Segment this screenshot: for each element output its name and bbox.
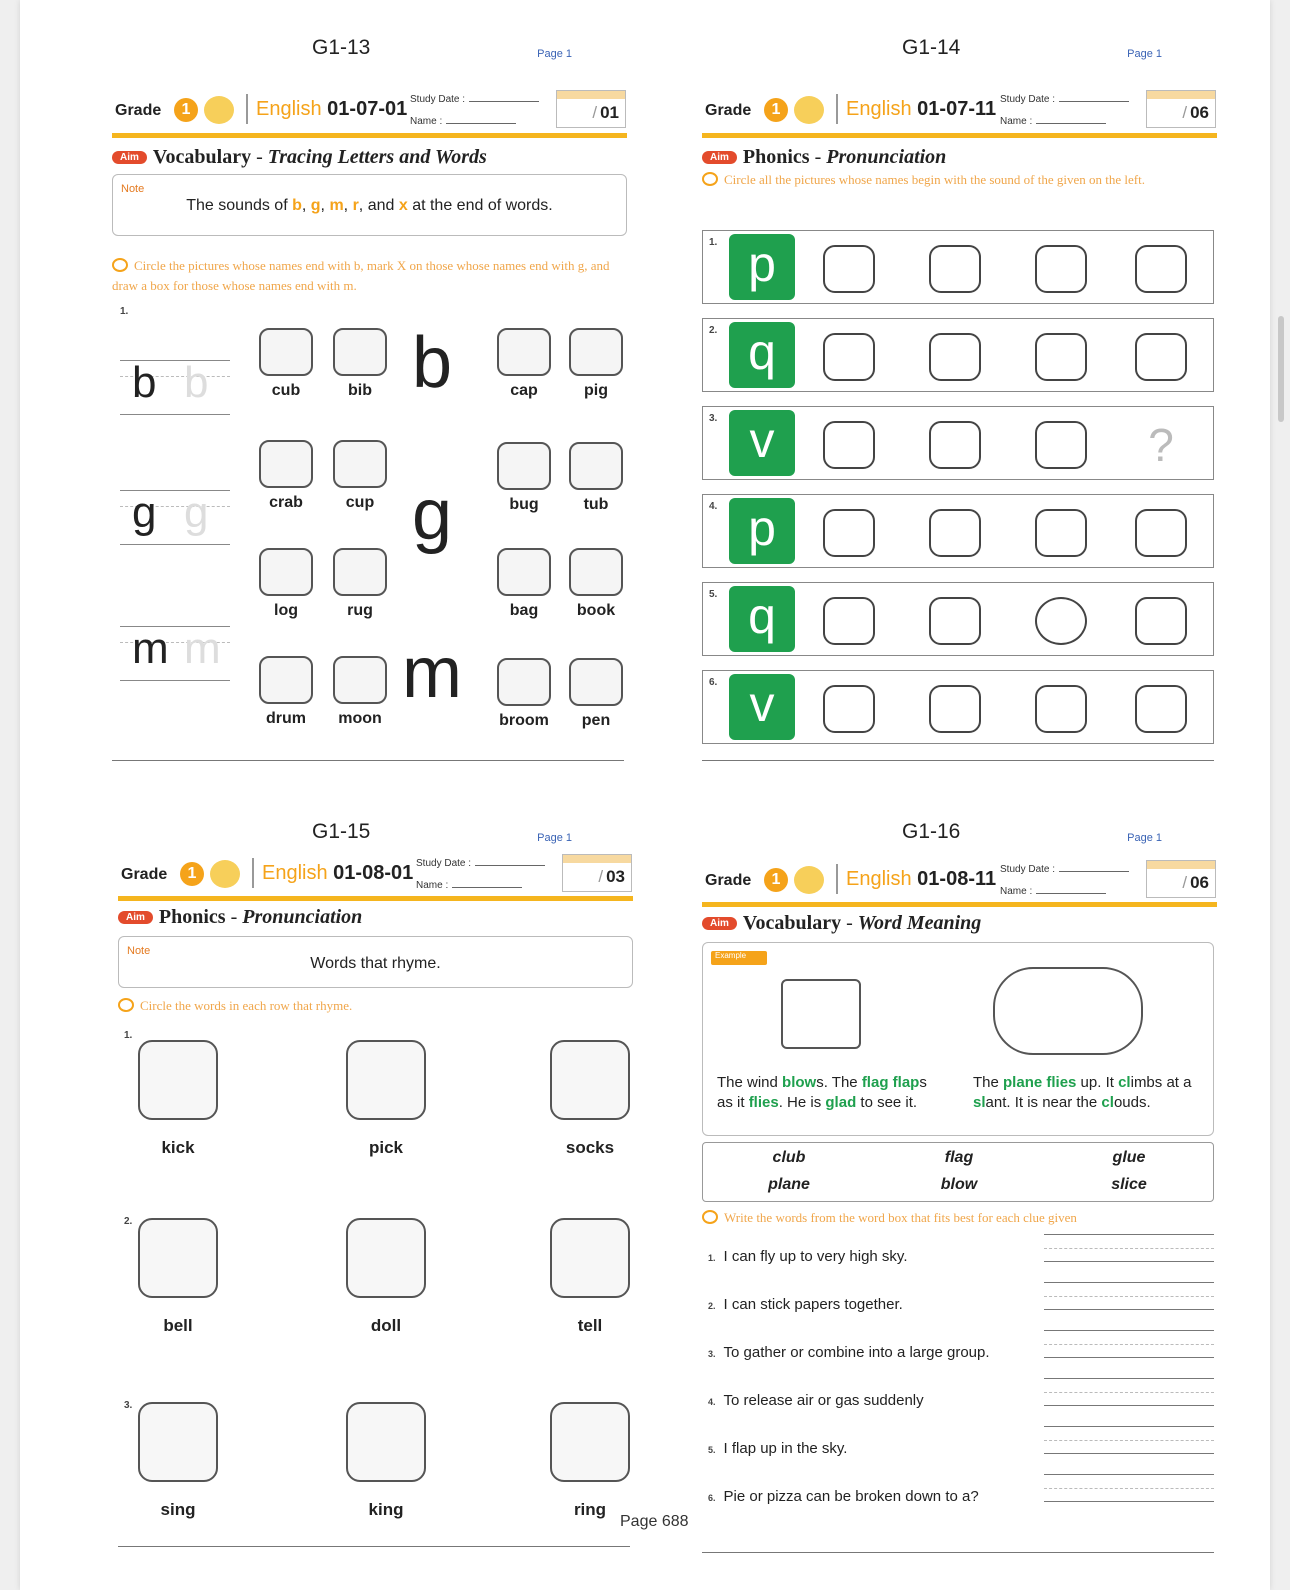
worksheet-g1-16 [702, 820, 1222, 1550]
picture-rug[interactable]: rug [318, 548, 402, 620]
grade-label: Grade [705, 102, 752, 119]
pillow-icon[interactable] [823, 509, 875, 557]
bouquet-icon[interactable] [1035, 685, 1087, 733]
instruction: Write the words from the word box that fits best for each clue given [702, 1208, 1214, 1228]
vest-icon[interactable] [929, 509, 981, 557]
pick-icon [346, 1040, 426, 1120]
letter-tile: p [729, 234, 795, 300]
picture-kick[interactable]: kick [108, 1040, 248, 1158]
broom-icon [497, 658, 551, 706]
picture-log[interactable]: log [244, 548, 328, 620]
picture-bib[interactable]: bib [318, 328, 402, 400]
name-field[interactable]: Name : [1000, 116, 1106, 127]
phonics-row-6: 6. v [702, 670, 1214, 744]
sing-icon [138, 1402, 218, 1482]
picture-drum[interactable]: drum [244, 656, 328, 728]
section-title: Aim Phonics - Pronunciation [702, 146, 946, 169]
kick-icon [138, 1040, 218, 1120]
picture-tub[interactable]: tub [554, 442, 638, 514]
word-plane: plane [768, 1176, 810, 1193]
answer-line[interactable] [1044, 1330, 1214, 1358]
question-mark-icon[interactable]: ? [1148, 419, 1174, 471]
picture-cup[interactable]: cup [318, 440, 402, 512]
picture-book[interactable]: book [554, 548, 638, 620]
clue-5: 5. I flap up in the sky. [708, 1440, 1220, 1457]
page-label: Page 1 [1127, 832, 1162, 844]
large-letter-b: b [412, 323, 453, 403]
example-text-plane: The plane flies up. It climbs at a slant. It is near the clouds. [973, 1074, 1192, 1111]
divider [836, 94, 838, 124]
worksheet-header [702, 856, 1222, 902]
drum-icon [259, 656, 313, 704]
answer-line[interactable] [1044, 1474, 1214, 1502]
example-text-flag: The wind blows. The flag flaps as it flies. He is glad to see it. [717, 1074, 927, 1111]
answer-line[interactable] [1044, 1426, 1214, 1454]
rug-icon [333, 548, 387, 596]
picture-doll[interactable]: doll [316, 1218, 456, 1336]
ring-icon [550, 1402, 630, 1482]
item-number: 1. [124, 1030, 133, 1041]
tub-icon [569, 442, 623, 490]
socks-icon [550, 1040, 630, 1120]
grade-number-badge: 1 [764, 868, 788, 892]
milk-carton-icon[interactable] [1035, 333, 1087, 381]
page-label: Page 1 [1127, 48, 1162, 60]
page-label: Page 1 [537, 48, 572, 60]
section-title: Aim Vocabulary - Word Meaning [702, 912, 981, 935]
note-label: Note [121, 183, 145, 195]
note-box [118, 936, 633, 988]
item-number: 1. [120, 306, 129, 317]
flag-icon [781, 979, 861, 1049]
example-tag: Example [711, 951, 767, 965]
clue-2: 2. I can stick papers together. [708, 1296, 1220, 1313]
section-title: Aim Phonics - Pronunciation [118, 906, 362, 929]
picture-bug[interactable]: bug [482, 442, 566, 514]
word-club: club [772, 1149, 806, 1166]
cup-icon [333, 440, 387, 488]
picture-socks[interactable]: socks [520, 1040, 660, 1158]
clue-3: 3. To gather or combine into a large group. [708, 1344, 1220, 1361]
letter-tile: q [729, 586, 795, 652]
worksheet-g1-13 [112, 36, 632, 766]
large-letter-m: m [402, 633, 462, 713]
answer-line[interactable] [1044, 1378, 1214, 1406]
name-field[interactable]: Name : [410, 116, 516, 127]
name-field[interactable]: Name : [1000, 886, 1106, 897]
instruction: Circle the words in each row that rhyme. [118, 996, 633, 1016]
picture-cub[interactable]: cub [244, 328, 328, 400]
note-box [112, 174, 627, 236]
bottom-rule [112, 760, 624, 761]
worksheet-code: G1-15 [312, 820, 371, 843]
subject-title: English 01-08-11 [846, 868, 997, 890]
grade-number-badge: 1 [174, 98, 198, 122]
clue-1: 1. I can fly up to very high sky. [708, 1248, 1220, 1265]
bell-icon [138, 1218, 218, 1298]
book-icon [569, 548, 623, 596]
picture-pen[interactable]: pen [554, 658, 638, 730]
example-box [702, 942, 1214, 1136]
score-box: / 03 [562, 854, 632, 892]
pencil-icon[interactable] [1035, 245, 1087, 293]
jeep-icon[interactable] [1135, 333, 1187, 381]
letter-tile: v [729, 674, 795, 740]
header-rule [702, 133, 1217, 138]
bib-icon [333, 328, 387, 376]
word-box [702, 1142, 1214, 1202]
pig-icon[interactable] [1035, 421, 1087, 469]
worksheet-code: G1-14 [902, 36, 961, 59]
note-label: Note [127, 945, 151, 957]
worksheet-header [702, 86, 1222, 132]
pail-icon[interactable] [1035, 509, 1087, 557]
letter-tile: v [729, 410, 795, 476]
header-rule [118, 896, 633, 901]
item-number: 3. [124, 1400, 133, 1411]
note-text: Words that rhyme. [310, 955, 441, 972]
picture-bag[interactable]: bag [482, 548, 566, 620]
pot-icon[interactable] [1135, 509, 1187, 557]
divider [836, 864, 838, 894]
worksheet-g1-15 [118, 820, 638, 1550]
score-box: / 01 [556, 90, 626, 128]
pencil-icon [702, 1210, 718, 1224]
pencil-icon [702, 172, 718, 186]
large-letter-g: g [412, 475, 453, 555]
subject-title: English 01-07-11 [846, 98, 997, 120]
scrollbar-thumb[interactable] [1278, 316, 1284, 422]
grade-label: Grade [705, 872, 752, 889]
name-field[interactable]: Name : [416, 880, 522, 891]
crab-icon [259, 440, 313, 488]
worksheet-code: G1-13 [312, 36, 371, 59]
quilt-icon[interactable] [823, 333, 875, 381]
bottom-rule [702, 1552, 1214, 1553]
pie-icon[interactable] [929, 333, 981, 381]
item-number: 2. [124, 1216, 133, 1227]
cub-icon [259, 328, 313, 376]
bag-icon [497, 548, 551, 596]
page-label: Page 1 [537, 832, 572, 844]
heart-icon[interactable] [1135, 597, 1187, 645]
quarter-icon[interactable] [1035, 597, 1087, 645]
worksheet-header [112, 86, 632, 132]
van-icon[interactable] [823, 421, 875, 469]
chick-mascot-icon [794, 96, 824, 124]
bottom-rule [702, 760, 1214, 761]
page-number: Page 688 [620, 1513, 689, 1530]
subject-title: English 01-08-01 [262, 862, 414, 884]
safety-pin-icon[interactable] [823, 597, 875, 645]
picture-moon[interactable]: moon [318, 656, 402, 728]
word-flag: flag [944, 1149, 974, 1166]
study-date-field[interactable]: Study Date : [1000, 94, 1129, 105]
divider [252, 858, 254, 888]
phonics-row-4: 4. p [702, 494, 1214, 568]
tracing-line-g[interactable]: g g [120, 490, 230, 546]
divider [246, 94, 248, 124]
vacuum-icon[interactable] [929, 421, 981, 469]
word-blow: blow [940, 1176, 978, 1193]
instruction: Circle the pictures whose names end with b, mark X on those whose names end with g, and draw a box for those whose names end with m. [112, 258, 610, 293]
clue-6: 6. Pie or pizza can be broken down to a? [708, 1488, 1220, 1505]
pen-icon [569, 658, 623, 706]
pencil-icon [112, 258, 128, 272]
phonics-row-2: 2. q [702, 318, 1214, 392]
picture-cap[interactable]: cap [482, 328, 566, 400]
grade-label: Grade [115, 102, 162, 119]
picture-sing[interactable]: sing [108, 1402, 248, 1520]
worksheet-code: G1-16 [902, 820, 961, 843]
purse-icon[interactable] [929, 245, 981, 293]
vine-icon[interactable] [929, 685, 981, 733]
picture-crab[interactable]: crab [244, 440, 328, 512]
cap-icon [497, 328, 551, 376]
note-text: The sounds of b, g, m, r, and x at the end of words. [186, 197, 553, 214]
answer-line[interactable] [1044, 1282, 1214, 1310]
study-date-field[interactable]: Study Date : [1000, 864, 1129, 875]
grade-number-badge: 1 [764, 98, 788, 122]
bug-icon [497, 442, 551, 490]
clue-4: 4. To release air or gas suddenly [708, 1392, 1220, 1409]
phonics-row-1: 1. p [702, 230, 1214, 304]
chick-mascot-icon [794, 866, 824, 894]
word-slice: slice [1111, 1176, 1147, 1193]
study-date-field[interactable]: Study Date : [410, 94, 539, 105]
score-box: / 06 [1146, 860, 1216, 898]
chick-mascot-icon [210, 860, 240, 888]
picture-pig[interactable]: pig [554, 328, 638, 400]
picture-ring[interactable]: ring [520, 1402, 660, 1520]
section-title: Aim Vocabulary - Tracing Letters and Words [112, 146, 487, 169]
header-rule [112, 133, 627, 138]
tracing-line-b[interactable]: b b [120, 360, 230, 416]
bottom-rule [118, 1546, 630, 1547]
worksheet-g1-14 [702, 36, 1222, 766]
picture-king[interactable]: king [316, 1402, 456, 1520]
vase-icon[interactable] [1135, 685, 1187, 733]
score-box: / 06 [1146, 90, 1216, 128]
phonics-row-5: 5. q [702, 582, 1214, 656]
letter-tile: p [729, 498, 795, 564]
document-page [20, 0, 1270, 1590]
doll-icon [346, 1218, 426, 1298]
king-icon [346, 1402, 426, 1482]
grade-number-badge: 1 [180, 862, 204, 886]
pencil-icon [118, 998, 134, 1012]
tell-icon [550, 1218, 630, 1298]
moon-icon [333, 656, 387, 704]
log-icon [259, 548, 313, 596]
answer-line[interactable] [1044, 1234, 1214, 1262]
tracing-line-m[interactable]: m m [120, 626, 230, 682]
word-glue: glue [1112, 1149, 1146, 1166]
header-rule [702, 902, 1217, 907]
pig-icon [569, 328, 623, 376]
queen-icon[interactable] [929, 597, 981, 645]
fan-icon[interactable] [823, 245, 875, 293]
plane-icon [993, 967, 1143, 1055]
worksheet-header [118, 850, 638, 896]
grade-label: Grade [121, 866, 168, 883]
study-date-field[interactable]: Study Date : [416, 858, 545, 869]
instruction: Circle all the pictures whose names begin with the sound of the given on the left. [702, 170, 1202, 190]
picture-bell[interactable]: bell [108, 1218, 248, 1336]
picture-pick[interactable]: pick [316, 1040, 456, 1158]
phonics-row-3: 3. v ? [702, 406, 1214, 480]
subject-title: English 01-07-01 [256, 98, 408, 120]
picture-tell[interactable]: tell [520, 1218, 660, 1336]
chick-mascot-icon [204, 96, 234, 124]
parrot-icon[interactable] [1135, 245, 1187, 293]
letter-tile: q [729, 322, 795, 388]
picture-broom[interactable]: broom [482, 658, 566, 730]
vegetables-icon[interactable] [823, 685, 875, 733]
